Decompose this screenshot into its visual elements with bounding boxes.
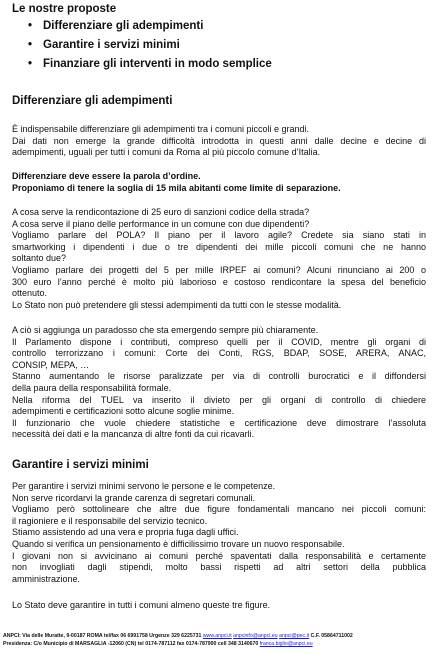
text-line: adempimenti e certificazioni sotto alcune soglie minime.: [12, 406, 235, 417]
text-line: ottenuto.: [12, 288, 48, 299]
text-line: CONSIP, MEPA, …: [12, 359, 90, 370]
proposal-label: Garantire i servizi minimi: [43, 39, 180, 51]
text-line: A cosa serve la rendicontazione di 25 euro di sanzioni codice della strada?: [12, 207, 310, 217]
text-line: Differenziare deve essere la parola d’ordine.: [12, 171, 201, 181]
text-line: Il funzionario che vuole chiedere statistiche e certificazione deve dimostrare l’assoluta: [12, 417, 426, 428]
text-line: necessità dei dati e la mancanza di altre fonti da cui ricavarli.: [12, 429, 255, 440]
email-link[interactable]: anpcinfo@anpci.eu: [233, 633, 278, 639]
text-line: Lo Stato deve garantire in tutti i comuni almeno queste tre figure.: [12, 600, 271, 610]
text-line: Vogliamo però sottolineare che altre due figure fondamentali mancano nei piccoli comuni:: [12, 504, 426, 515]
text-line: Stanno aumentando le risorse paralizzate per via di controlli burocratici e il diffondersi: [12, 371, 426, 382]
text-line: soltanto due?: [12, 253, 67, 264]
text-line: amministrazione.: [12, 573, 81, 584]
paragraph: [12, 124, 426, 159]
text-line: il ragioniere e il responsabile del servizio tecnico.: [12, 515, 208, 526]
bullet-icon: •: [28, 39, 33, 51]
text-line: Vogliamo parlare dei progetti del 5 per mille IRPEF ai comuni? Alcuni rinunciano ai 200 o: [12, 264, 426, 275]
proposal-label: Differenziare gli adempimenti: [43, 20, 204, 32]
paragraph: [12, 600, 426, 612]
text-line: I giovani non si avvicinano ai comuni perché spaventati dalla responsabilità e certamente: [12, 550, 426, 561]
text-line: Lo Stato non può pretendere gli stessi adempimenti da tutti con le stesse modalità.: [12, 299, 342, 310]
text-line: Proponiamo di tenere la soglia di 15 mila abitanti come limite di separazione.: [12, 182, 341, 193]
list-item: [0, 17, 272, 36]
text-line: Per garantire i servizi minimi servono le persone e le competenze.: [12, 481, 276, 491]
footer-address: ANPCI: Via delle Muratte, 9-00187 ROMA tel/fax 06 6991758 Urgenze 329 6225731: [3, 633, 202, 639]
list-item: [0, 36, 272, 55]
footer-line: [0, 640, 438, 648]
list-item: [0, 55, 272, 74]
president-email-link[interactable]: franca.biglio@anpci.eu: [259, 641, 313, 647]
bullet-icon: •: [28, 58, 33, 70]
text-line: Nella riforma del TUEL va inserito il divieto per gli organi di controllo di chiedere: [12, 394, 426, 405]
footer-line: [0, 632, 438, 640]
text-line: È indispensabile differenziare gli adempimenti tra i comuni piccoli e grandi.: [12, 124, 309, 134]
proposal-label: Finanziare gli interventi in modo semplice: [43, 58, 272, 70]
text-line: controllo terrorizzano i comuni: Corte dei Conti, RGS, BDAP, SOSE, ARERA, ANAC,: [12, 348, 426, 359]
text-line: della paura della responsabilità formale.: [12, 382, 172, 393]
text-line: smartworking i dipendenti i due o tre dipendenti dei mille piccoli comuni che ne hanno: [12, 241, 426, 252]
text-line: Non serve ricordarvi la grande carenza di segretari comunali.: [12, 492, 256, 503]
text-line: A cosa serve il piano delle performance in un comune con due dipendenti?: [12, 218, 310, 229]
text-line: Quando si verifica un pensionamento è difficilissimo trovare un nuovo responsabile.: [12, 538, 345, 549]
proposals-list: [0, 17, 272, 74]
paragraph-emphasis: [12, 171, 426, 194]
footer: [0, 632, 438, 648]
page-title: Le nostre proposte: [12, 3, 117, 15]
text-line: non invogliati dagli stipendi, molto bassi rispetti ad altri settori della pubblica: [12, 562, 426, 573]
tax-code: C.F. 05864711002: [310, 633, 353, 639]
paragraph: [12, 325, 426, 441]
text-line: Dai dati non emerge la grande difficoltà introdotta in questi anni dalle decine e decine di: [12, 135, 426, 146]
footer-presidency: Presidenza: C/o Municipio di MARSAGLIA -12060 (CN) tel 0174-787112 fax 0174-787900 cell 348 3140670: [3, 641, 259, 647]
text-line: Vogliamo parlare del POLA? Il piano per il lavoro agile? Credete sia siano stati in: [12, 230, 426, 241]
section-heading-servizi: Garantire i servizi minimi: [12, 459, 149, 471]
paragraph: [12, 481, 426, 585]
pec-link[interactable]: anpci@pec.it: [279, 633, 310, 639]
text-line: 300 euro l’anno perché è molto più laborioso e costoso rendicontare la spesa del beneficio: [12, 276, 426, 287]
website-link[interactable]: www.anpci.it: [202, 633, 232, 639]
section-heading-adempimenti: Differenziare gli adempimenti: [12, 95, 173, 107]
paragraph: [12, 207, 426, 311]
text-line: adempimenti, uguali per tutti i comuni da Roma al più piccolo comune d’Italia.: [12, 147, 321, 158]
text-line: Stiamo assistendo ad una vera e propria fuga dagli uffici.: [12, 527, 239, 538]
text-line: Il Parlamento dispone i contributi, compreso quelli per il COVID, mentre gli organi di: [12, 336, 426, 347]
text-line: A ciò si aggiunga un paradosso che sta emergendo sempre più chiaramente.: [12, 325, 319, 335]
bullet-icon: •: [28, 20, 33, 32]
